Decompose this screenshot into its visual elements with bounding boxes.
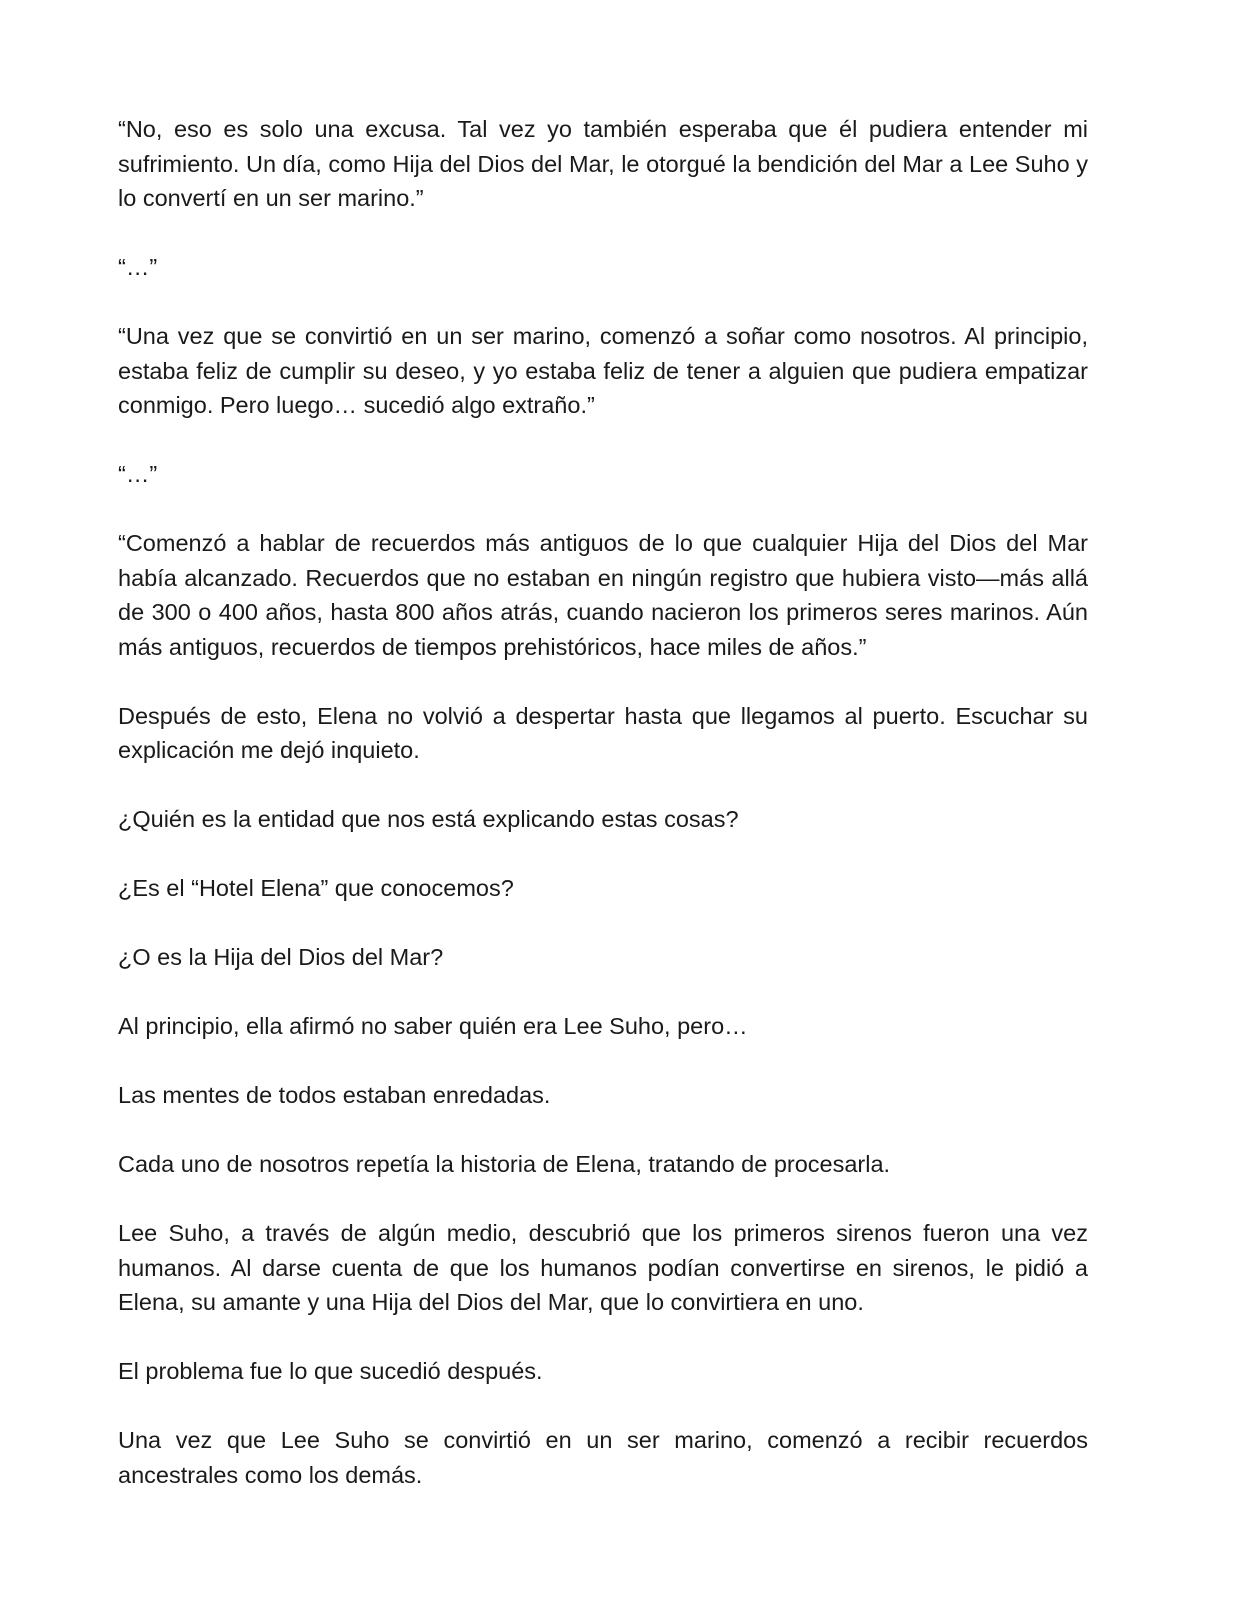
document-body — [118, 112, 1088, 1492]
paragraph: Cada uno de nosotros repetía la historia de Elena, tratando de procesarla. — [118, 1151, 891, 1177]
paragraph: Después de esto, Elena no volvió a despertar hasta que llegamos al puerto. Escuchar su explicación me dejó inquieto. — [118, 702, 1088, 763]
paragraph: ¿Quién es la entidad que nos está explicando estas cosas? — [118, 806, 739, 832]
paragraph: “…” — [118, 461, 158, 487]
paragraph: Las mentes de todos estaban enredadas. — [118, 1082, 551, 1108]
paragraph: “Comenzó a hablar de recuerdos más antiguos de lo que cualquier Hija del Dios del Mar había alcanzado. Recuerdos que no estaban en ningún registro que hubiera visto—más allá de 300 o 400 años, hasta 800 años atrás, cuando nacieron los primeros seres marinos. Aún más antiguos, recuerdos de tiempos prehistóricos, hace miles de años.” — [118, 530, 1088, 660]
paragraph: Al principio, ella afirmó no saber quién era Lee Suho, pero… — [118, 1013, 748, 1039]
paragraph: “No, eso es solo una excusa. Tal vez yo también esperaba que él pudiera entender mi sufrimiento. Un día, como Hija del Dios del Mar, le otorgué la bendición del Mar a Lee Suho y lo convertí en un ser marino.” — [118, 116, 1088, 211]
paragraph: “…” — [118, 254, 158, 280]
paragraph: Una vez que Lee Suho se convirtió en un ser marino, comenzó a recibir recuerdos ancestrales como los demás. — [118, 1427, 1088, 1488]
paragraph: El problema fue lo que sucedió después. — [118, 1358, 543, 1384]
paragraph: “Una vez que se convirtió en un ser marino, comenzó a soñar como nosotros. Al principio, estaba feliz de cumplir su deseo, y yo estaba feliz de tener a alguien que pudiera empatizar conmigo. Pero luego… sucedió algo extraño.” — [118, 323, 1088, 418]
paragraph: ¿Es el “Hotel Elena” que conocemos? — [118, 875, 514, 901]
paragraph: Lee Suho, a través de algún medio, descubrió que los primeros sirenos fueron una vez humanos. Al darse cuenta de que los humanos podían convertirse en sirenos, le pidió a Elena, su amante y una Hija del Dios del Mar, que lo convirtiera en uno. — [118, 1220, 1088, 1315]
paragraph: ¿O es la Hija del Dios del Mar? — [118, 944, 444, 970]
